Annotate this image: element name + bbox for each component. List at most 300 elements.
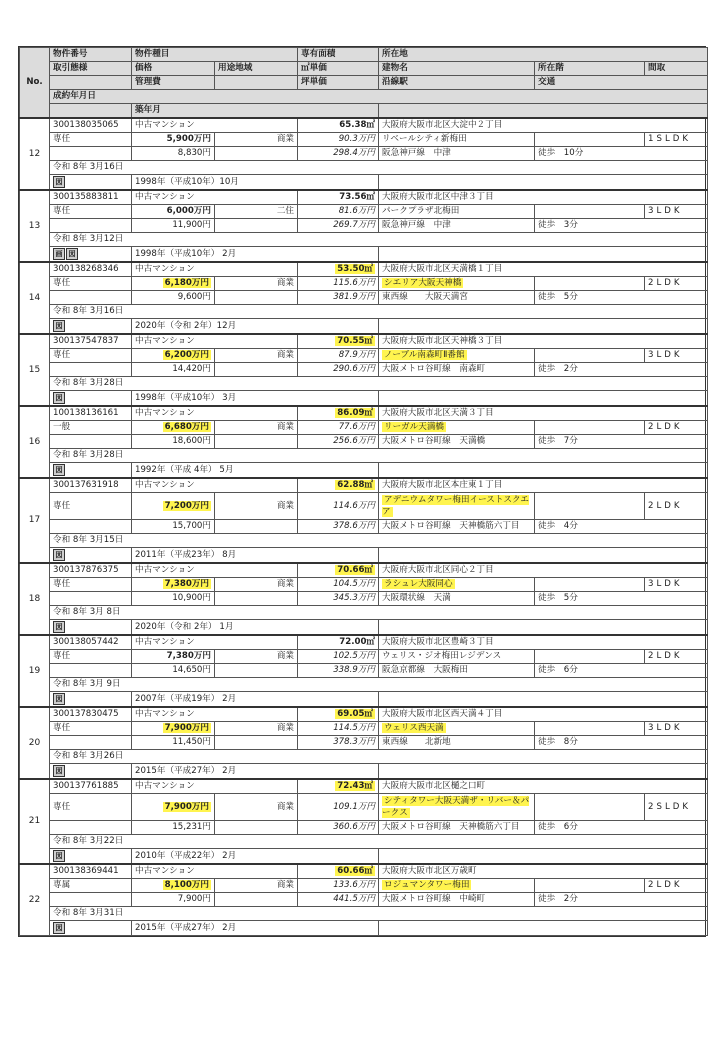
building-name — [379, 421, 535, 435]
table-header — [20, 48, 708, 119]
address: 大阪府大阪市北区樋之口町 — [379, 779, 708, 794]
zoning: 商業 — [215, 493, 298, 520]
floor — [535, 650, 645, 664]
area — [298, 864, 379, 879]
header-blank — [379, 104, 708, 119]
record-no: 20 — [20, 707, 50, 779]
blank-cell — [215, 592, 298, 606]
transaction-type: 専任 — [50, 349, 132, 363]
header-blank — [50, 76, 132, 90]
sqm-price: 90.3万円 — [298, 133, 379, 147]
transaction-type: 専任 — [50, 277, 132, 291]
building-name-value: シティタワー大阪天満ザ・リバー＆パークス — [382, 796, 530, 818]
floor — [535, 421, 645, 435]
access: 徒歩 6分 — [535, 821, 708, 835]
area — [298, 262, 379, 277]
area — [298, 563, 379, 578]
sqm-price: 87.9万円 — [298, 349, 379, 363]
header-price: 価格 — [132, 62, 215, 76]
mgmt-fee: 15,231円 — [132, 821, 215, 835]
price-value: 7,900万円 — [164, 723, 209, 733]
document-icons[interactable] — [50, 620, 132, 636]
blank-cell — [215, 893, 298, 907]
property-id: 300138057442 — [50, 635, 132, 650]
property-type: 中古マンション — [132, 864, 298, 879]
access: 徒歩 5分 — [535, 592, 708, 606]
property-type: 中古マンション — [132, 190, 298, 205]
transaction-type: 専属 — [50, 879, 132, 893]
tsubo-price: 298.4万円 — [298, 147, 379, 161]
record-no: 14 — [20, 262, 50, 334]
tsubo-price: 290.6万円 — [298, 363, 379, 377]
header-property-type: 物件種目 — [132, 48, 298, 62]
property-id: 300135883811 — [50, 190, 132, 205]
area — [298, 190, 379, 205]
floorplan-icon[interactable]: 図 — [53, 392, 65, 404]
blank-cell — [379, 849, 708, 865]
mgmt-fee: 11,450円 — [132, 736, 215, 750]
area — [298, 635, 379, 650]
transaction-type: 一般 — [50, 421, 132, 435]
building-name — [379, 277, 535, 291]
price — [132, 879, 215, 893]
floor — [535, 493, 645, 520]
address: 大阪府大阪市北区中津３丁目 — [379, 190, 708, 205]
record-no: 18 — [20, 563, 50, 635]
floorplan-icon[interactable]: 図 — [53, 464, 65, 476]
property-type: 中古マンション — [132, 635, 298, 650]
building-name — [379, 349, 535, 363]
floor — [535, 277, 645, 291]
built-date: 2015年（平成27年） 2月 — [132, 921, 379, 936]
address: 大阪府大阪市北区天神橋３丁目 — [379, 334, 708, 349]
building-name — [379, 578, 535, 592]
line-station: 東西線 北新地 — [379, 736, 535, 750]
image-icon[interactable]: 画 — [53, 248, 65, 260]
blank-cell — [379, 692, 708, 708]
floorplan-icon[interactable]: 図 — [66, 248, 78, 260]
record-no: 19 — [20, 635, 50, 707]
line-station: 阪急神戸線 中津 — [379, 147, 535, 161]
area-value: 65.38㎡ — [339, 120, 376, 130]
price — [132, 421, 215, 435]
property-id: 300138369441 — [50, 864, 132, 879]
price — [132, 349, 215, 363]
building-name-value: ロジュマンタワー梅田 — [384, 880, 470, 890]
mgmt-fee: 14,420円 — [132, 363, 215, 377]
sqm-price: 77.6万円 — [298, 421, 379, 435]
line-station: 大阪メトロ谷町線 南森町 — [379, 363, 535, 377]
blank-cell — [50, 664, 132, 678]
tsubo-price: 360.6万円 — [298, 821, 379, 835]
zoning: 商業 — [215, 578, 298, 592]
access: 徒歩 6分 — [535, 664, 708, 678]
building-name-value: リベールシティ新梅田 — [382, 134, 467, 144]
record-no: 12 — [20, 118, 50, 190]
area — [298, 406, 379, 421]
blank-cell — [379, 247, 708, 263]
building-name-value: ラシュレ大阪同心 — [384, 579, 453, 589]
header-building: 建物名 — [379, 62, 535, 76]
floor — [535, 879, 645, 893]
area — [298, 779, 379, 794]
layout: 2SLDK — [645, 794, 708, 821]
property-type: 中古マンション — [132, 262, 298, 277]
contract-date: 令和 8年 3月 9日 — [50, 678, 708, 692]
building-name — [379, 493, 535, 520]
document-icons[interactable] — [50, 319, 132, 335]
layout: 2LDK — [645, 650, 708, 664]
record-no: 17 — [20, 478, 50, 563]
building-name — [379, 794, 535, 821]
floorplan-icon[interactable]: 図 — [53, 850, 65, 862]
built-date: 2020年（令和 2年） 1月 — [132, 620, 379, 636]
layout: 2LDK — [645, 879, 708, 893]
layout: 2LDK — [645, 277, 708, 291]
tsubo-price: 381.9万円 — [298, 291, 379, 305]
document-icons[interactable] — [50, 463, 132, 479]
header-blank — [215, 76, 298, 90]
price-value: 5,900万円 — [166, 134, 211, 144]
sqm-price: 115.6万円 — [298, 277, 379, 291]
document-icons[interactable] — [50, 921, 132, 936]
header-area: 専有面積 — [298, 48, 379, 62]
built-date: 2011年（平成23年） 8月 — [132, 548, 379, 564]
blank-cell — [379, 175, 708, 191]
address: 大阪府大阪市北区豊崎３丁目 — [379, 635, 708, 650]
contract-date: 令和 8年 3月28日 — [50, 449, 708, 463]
zoning: 商業 — [215, 133, 298, 147]
blank-cell — [50, 893, 132, 907]
layout: 3LDK — [645, 722, 708, 736]
floorplan-icon[interactable]: 図 — [53, 320, 65, 332]
address: 大阪府大阪市北区万歳町 — [379, 864, 708, 879]
area — [298, 334, 379, 349]
price — [132, 794, 215, 821]
zoning: 商業 — [215, 650, 298, 664]
contract-date: 令和 8年 3月28日 — [50, 377, 708, 391]
area-value: 53.50㎡ — [337, 264, 374, 274]
line-station: 大阪メトロ谷町線 天満橋 — [379, 435, 535, 449]
blank-cell — [50, 435, 132, 449]
mgmt-fee: 8,830円 — [132, 147, 215, 161]
sqm-price: 114.6万円 — [298, 493, 379, 520]
header-zoning: 用途地域 — [215, 62, 298, 76]
layout: 1SLDK — [645, 133, 708, 147]
address: 大阪府大阪市北区西天満４丁目 — [379, 707, 708, 722]
header-contract-date: 成約年月日 — [50, 90, 708, 104]
blank-cell — [379, 548, 708, 564]
access: 徒歩 8分 — [535, 736, 708, 750]
blank-cell — [379, 620, 708, 636]
property-type: 中古マンション — [132, 334, 298, 349]
zoning: 商業 — [215, 421, 298, 435]
built-date: 1992年（平成 4年） 5月 — [132, 463, 379, 479]
blank-cell — [215, 363, 298, 377]
transaction-type: 専任 — [50, 205, 132, 219]
property-type: 中古マンション — [132, 406, 298, 421]
price-value: 8,100万円 — [164, 880, 209, 890]
tsubo-price: 378.3万円 — [298, 736, 379, 750]
line-station: 大阪メトロ谷町線 中崎町 — [379, 893, 535, 907]
floor — [535, 349, 645, 363]
property-type: 中古マンション — [132, 779, 298, 794]
floorplan-icon[interactable]: 図 — [53, 765, 65, 777]
mgmt-fee: 10,900円 — [132, 592, 215, 606]
price — [132, 133, 215, 147]
header-transaction: 取引態様 — [50, 62, 132, 76]
tsubo-price: 378.6万円 — [298, 520, 379, 534]
access: 徒歩 4分 — [535, 520, 708, 534]
document-icons[interactable] — [50, 175, 132, 191]
price — [132, 578, 215, 592]
building-name-value: ウェリス・ジオ梅田レジデンス — [382, 651, 502, 661]
building-name-value: リーガル天満橋 — [384, 422, 445, 432]
area-value: 70.66㎡ — [337, 565, 374, 575]
mgmt-fee: 14,650円 — [132, 664, 215, 678]
sqm-price: 109.1万円 — [298, 794, 379, 821]
contract-date: 令和 8年 3月22日 — [50, 835, 708, 849]
zoning: 商業 — [215, 879, 298, 893]
layout: 2LDK — [645, 421, 708, 435]
tsubo-price: 441.5万円 — [298, 893, 379, 907]
zoning: 商業 — [215, 349, 298, 363]
line-station: 大阪環状線 天満 — [379, 592, 535, 606]
building-name — [379, 133, 535, 147]
blank-cell — [50, 736, 132, 750]
header-sqm-price: ㎡単価 — [298, 62, 379, 76]
blank-cell — [379, 319, 708, 335]
area-value: 60.66㎡ — [337, 866, 374, 876]
building-name-value: シエリア大阪天神橋 — [384, 278, 462, 288]
address: 大阪府大阪市北区本庄東１丁目 — [379, 478, 708, 493]
blank-cell — [215, 736, 298, 750]
building-name-value: アデニウムタワー梅田イーストスクエア — [382, 495, 529, 517]
transaction-type: 専任 — [50, 650, 132, 664]
contract-date: 令和 8年 3月16日 — [50, 161, 708, 175]
header-floor: 所在階 — [535, 62, 645, 76]
record-no: 15 — [20, 334, 50, 406]
floor — [535, 578, 645, 592]
record-no: 21 — [20, 779, 50, 864]
header-no: No. — [20, 48, 50, 119]
built-date: 2007年（平成19年） 2月 — [132, 692, 379, 708]
property-id: 300137631918 — [50, 478, 132, 493]
layout: 3LDK — [645, 205, 708, 219]
access: 徒歩 10分 — [535, 147, 708, 161]
area — [298, 707, 379, 722]
transaction-type: 専任 — [50, 133, 132, 147]
price — [132, 205, 215, 219]
header-layout: 間取 — [645, 62, 708, 76]
document-icons[interactable] — [50, 692, 132, 708]
price-value: 6,000万円 — [166, 206, 211, 216]
header-built: 築年月 — [132, 104, 379, 119]
blank-cell — [379, 463, 708, 479]
sqm-price: 81.6万円 — [298, 205, 379, 219]
address: 大阪府大阪市北区天満３丁目 — [379, 406, 708, 421]
header-line-station: 沿線駅 — [379, 76, 535, 90]
contract-date: 令和 8年 3月26日 — [50, 750, 708, 764]
floor — [535, 722, 645, 736]
line-station: 大阪メトロ谷町線 天神橋筋六丁目 — [379, 821, 535, 835]
access: 徒歩 2分 — [535, 363, 708, 377]
tsubo-price: 345.3万円 — [298, 592, 379, 606]
floorplan-icon[interactable]: 図 — [53, 922, 65, 934]
price-value: 7,900万円 — [164, 801, 209, 812]
layout: 2LDK — [645, 493, 708, 520]
property-id: 300138268346 — [50, 262, 132, 277]
zoning: 商業 — [215, 794, 298, 821]
blank-cell — [215, 291, 298, 305]
area-value: 86.09㎡ — [337, 408, 374, 418]
blank-cell — [50, 291, 132, 305]
record-no: 13 — [20, 190, 50, 262]
contract-date: 令和 8年 3月16日 — [50, 305, 708, 319]
blank-cell — [379, 764, 708, 780]
property-type: 中古マンション — [132, 118, 298, 133]
header-property-no: 物件番号 — [50, 48, 132, 62]
address: 大阪府大阪市北区天満橋１丁目 — [379, 262, 708, 277]
property-type: 中古マンション — [132, 478, 298, 493]
area-value: 73.56㎡ — [339, 192, 376, 202]
access: 徒歩 7分 — [535, 435, 708, 449]
property-id: 300137876375 — [50, 563, 132, 578]
header-blank — [50, 104, 132, 119]
building-name — [379, 722, 535, 736]
mgmt-fee: 11,900円 — [132, 219, 215, 233]
price-value: 6,200万円 — [164, 350, 209, 360]
document-icons[interactable] — [50, 849, 132, 865]
sqm-price: 133.6万円 — [298, 879, 379, 893]
zoning: 商業 — [215, 722, 298, 736]
address: 大阪府大阪市北区大淀中２丁目 — [379, 118, 708, 133]
access: 徒歩 2分 — [535, 893, 708, 907]
area-value: 62.88㎡ — [337, 480, 374, 490]
mgmt-fee: 15,700円 — [132, 520, 215, 534]
record-no: 22 — [20, 864, 50, 936]
property-id: 100138136161 — [50, 406, 132, 421]
blank-cell — [215, 435, 298, 449]
floorplan-icon[interactable]: 図 — [53, 621, 65, 633]
area — [298, 478, 379, 493]
price-value: 6,680万円 — [164, 422, 209, 432]
layout: 3LDK — [645, 349, 708, 363]
blank-cell — [215, 147, 298, 161]
blank-cell — [50, 147, 132, 161]
building-name — [379, 879, 535, 893]
price-value: 7,380万円 — [166, 651, 211, 661]
tsubo-price: 256.6万円 — [298, 435, 379, 449]
built-date: 2020年（令和 2年）12月 — [132, 319, 379, 335]
address: 大阪府大阪市北区同心２丁目 — [379, 563, 708, 578]
transaction-records-sheet — [18, 46, 706, 937]
document-icons[interactable] — [50, 247, 132, 263]
property-id: 300137761885 — [50, 779, 132, 794]
blank-cell — [50, 363, 132, 377]
building-name — [379, 650, 535, 664]
property-id: 300138035065 — [50, 118, 132, 133]
transaction-type: 専任 — [50, 578, 132, 592]
blank-cell — [215, 664, 298, 678]
building-name-value: パークプラザ北梅田 — [382, 206, 460, 216]
contract-date: 令和 8年 3月12日 — [50, 233, 708, 247]
price — [132, 493, 215, 520]
property-type: 中古マンション — [132, 563, 298, 578]
area-value: 72.43㎡ — [337, 781, 374, 791]
contract-date: 令和 8年 3月15日 — [50, 534, 708, 548]
area-value: 70.55㎡ — [337, 336, 374, 346]
price-value: 7,200万円 — [164, 500, 209, 511]
floor — [535, 205, 645, 219]
sqm-price: 102.5万円 — [298, 650, 379, 664]
header-access: 交通 — [535, 76, 708, 90]
built-date: 1998年（平成10年）10月 — [132, 175, 379, 191]
area-value: 72.00㎡ — [339, 637, 376, 647]
building-name-value: ノーブル南森町Ⅱ番館 — [384, 350, 465, 360]
built-date: 1998年（平成10年） 3月 — [132, 391, 379, 407]
property-id: 300137830475 — [50, 707, 132, 722]
blank-cell — [50, 592, 132, 606]
tsubo-price: 338.9万円 — [298, 664, 379, 678]
mgmt-fee: 7,900円 — [132, 893, 215, 907]
sqm-price: 114.5万円 — [298, 722, 379, 736]
blank-cell — [379, 921, 708, 936]
transaction-type: 専任 — [50, 493, 132, 520]
building-name-value: ウェリス西天満 — [384, 723, 444, 733]
price-value: 7,380万円 — [164, 579, 209, 589]
line-station: 阪急神戸線 中津 — [379, 219, 535, 233]
document-icons[interactable] — [50, 548, 132, 564]
building-name — [379, 205, 535, 219]
transaction-type: 専任 — [50, 794, 132, 821]
floorplan-icon[interactable]: 図 — [53, 693, 65, 705]
blank-cell — [215, 219, 298, 233]
line-station: 阪急京都線 大阪梅田 — [379, 664, 535, 678]
blank-cell — [50, 520, 132, 534]
price — [132, 277, 215, 291]
layout: 3LDK — [645, 578, 708, 592]
floorplan-icon[interactable]: 図 — [53, 176, 65, 188]
record-no: 16 — [20, 406, 50, 478]
blank-cell — [50, 821, 132, 835]
built-date: 1998年（平成10年） 2月 — [132, 247, 379, 263]
document-icons[interactable] — [50, 391, 132, 407]
floor — [535, 133, 645, 147]
property-id: 300137547837 — [50, 334, 132, 349]
price-value: 6,180万円 — [164, 278, 209, 288]
blank-cell — [215, 821, 298, 835]
floorplan-icon[interactable]: 図 — [53, 549, 65, 561]
blank-cell — [215, 520, 298, 534]
property-type: 中古マンション — [132, 707, 298, 722]
transaction-type: 専任 — [50, 722, 132, 736]
header-address: 所在地 — [379, 48, 708, 62]
blank-cell — [50, 219, 132, 233]
zoning: 二住 — [215, 205, 298, 219]
area — [298, 118, 379, 133]
mgmt-fee: 18,600円 — [132, 435, 215, 449]
sqm-price: 104.5万円 — [298, 578, 379, 592]
contract-date: 令和 8年 3月31日 — [50, 907, 708, 921]
price — [132, 722, 215, 736]
built-date: 2015年（平成27年） 2月 — [132, 764, 379, 780]
records-body — [20, 118, 708, 936]
document-icons[interactable] — [50, 764, 132, 780]
mgmt-fee: 9,600円 — [132, 291, 215, 305]
blank-cell — [379, 391, 708, 407]
zoning: 商業 — [215, 277, 298, 291]
